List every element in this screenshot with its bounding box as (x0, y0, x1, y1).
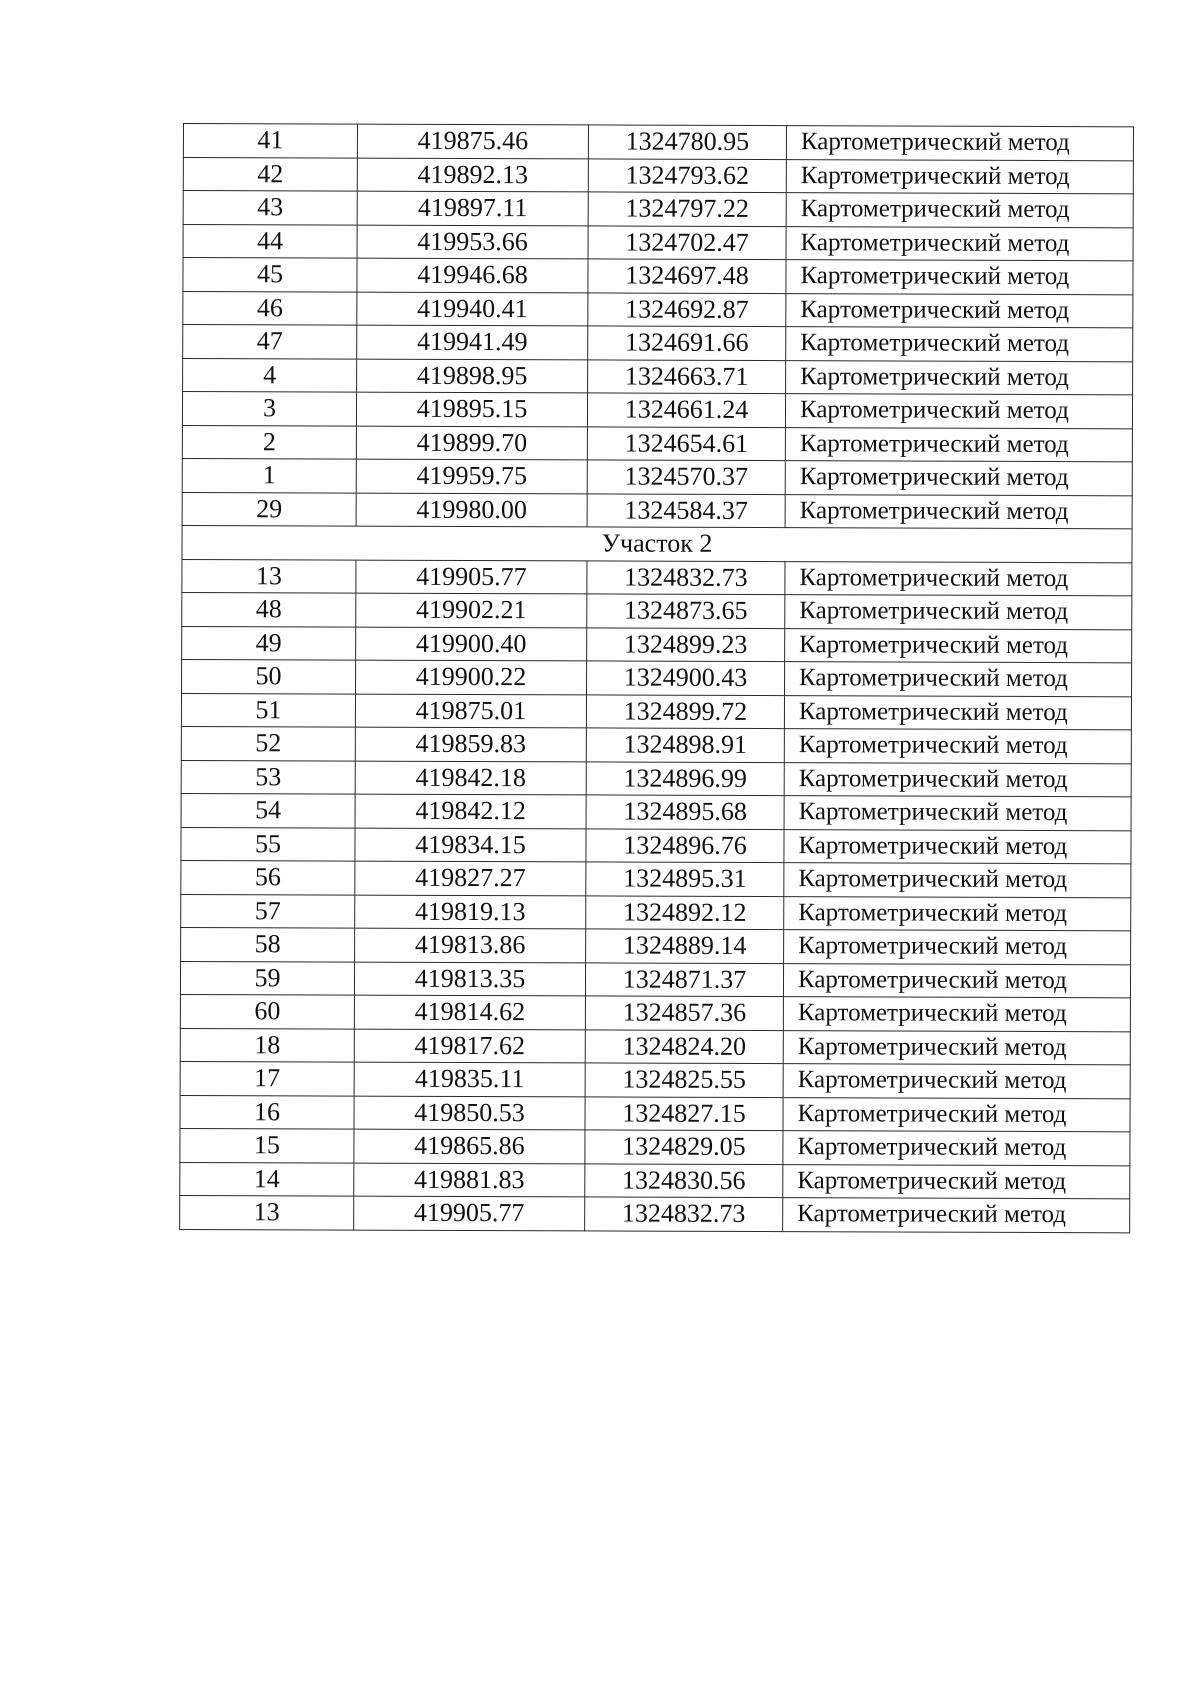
x-coordinate-cell: 419941.49 (357, 325, 588, 359)
table-row (181, 793, 1131, 830)
point-number-cell: 3 (182, 392, 356, 426)
method-cell: Картометрический метод (786, 293, 1133, 328)
point-number-cell: 2 (182, 425, 356, 459)
x-coordinate-cell: 419834.15 (355, 828, 586, 862)
method-cell: Картометрический метод (785, 561, 1132, 596)
x-coordinate-cell: 419813.86 (355, 928, 586, 962)
point-number-cell: 51 (181, 693, 355, 727)
x-coordinate-cell: 419905.77 (356, 560, 587, 594)
x-coordinate-cell: 419875.46 (357, 124, 588, 158)
method-cell: Картометрический метод (785, 628, 1132, 663)
y-coordinate-cell: 1324691.66 (588, 326, 786, 360)
y-coordinate-cell: 1324873.65 (587, 594, 785, 628)
point-number-cell: 4 (183, 358, 357, 392)
point-number-cell: 47 (183, 325, 357, 359)
point-number-cell: 13 (180, 1195, 354, 1229)
table-row (182, 659, 1132, 696)
y-coordinate-cell: 1324570.37 (587, 460, 785, 494)
y-coordinate-cell: 1324898.91 (586, 728, 784, 762)
x-coordinate-cell: 419842.18 (355, 761, 586, 795)
point-number-cell: 58 (181, 927, 355, 961)
table-row (183, 157, 1133, 194)
method-cell: Картометрический метод (783, 997, 1130, 1032)
x-coordinate-cell: 419892.13 (357, 158, 588, 192)
point-number-cell: 14 (180, 1162, 354, 1196)
y-coordinate-cell: 1324702.47 (588, 225, 786, 259)
method-cell: Картометрический метод (785, 427, 1132, 462)
x-coordinate-cell: 419897.11 (357, 191, 588, 225)
table-row (181, 693, 1131, 730)
table-row (183, 258, 1133, 295)
point-number-cell: 18 (180, 1028, 354, 1062)
method-cell: Картометрический метод (785, 595, 1132, 630)
table-row (183, 224, 1133, 261)
method-cell: Картометрический метод (784, 695, 1131, 730)
y-coordinate-cell: 1324892.12 (586, 895, 784, 929)
method-cell: Картометрический метод (786, 193, 1133, 228)
x-coordinate-cell: 419899.70 (356, 426, 587, 460)
table-row (182, 626, 1132, 663)
point-number-cell: 16 (180, 1095, 354, 1129)
x-coordinate-cell: 419881.83 (354, 1163, 585, 1197)
x-coordinate-cell: 419900.22 (356, 660, 587, 694)
x-coordinate-cell: 419946.68 (357, 258, 588, 292)
y-coordinate-cell: 1324895.68 (586, 795, 784, 829)
coordinates-table (179, 123, 1134, 1233)
method-cell: Картометрический метод (783, 1164, 1130, 1199)
table-row (180, 1095, 1130, 1132)
y-coordinate-cell: 1324827.15 (585, 1096, 783, 1130)
table-row (183, 325, 1133, 362)
point-number-cell: 57 (181, 894, 355, 928)
method-cell: Картометрический метод (786, 226, 1133, 261)
y-coordinate-cell: 1324871.37 (585, 962, 783, 996)
y-coordinate-cell: 1324697.48 (588, 259, 786, 293)
y-coordinate-cell: 1324895.31 (586, 862, 784, 896)
method-cell: Картометрический метод (783, 1198, 1130, 1233)
table-row (183, 124, 1133, 161)
point-number-cell: 59 (180, 961, 354, 995)
table-row (181, 827, 1131, 864)
table-row (181, 927, 1131, 964)
x-coordinate-cell: 419865.86 (354, 1129, 585, 1163)
table-row (182, 559, 1132, 596)
x-coordinate-cell: 419842.12 (355, 794, 586, 828)
y-coordinate-cell: 1324829.05 (585, 1130, 783, 1164)
point-number-cell: 29 (182, 492, 356, 526)
coordinates-table-body (180, 124, 1134, 1233)
method-cell: Картометрический метод (783, 1097, 1130, 1132)
method-cell: Картометрический метод (785, 662, 1132, 697)
y-coordinate-cell: 1324899.23 (587, 627, 785, 661)
y-coordinate-cell: 1324654.61 (587, 426, 785, 460)
y-coordinate-cell: 1324824.20 (585, 1029, 783, 1063)
point-number-cell: 42 (183, 157, 357, 191)
x-coordinate-cell: 419900.40 (356, 627, 587, 661)
x-coordinate-cell: 419859.83 (355, 727, 586, 761)
table-row (182, 458, 1132, 495)
table-row (181, 860, 1131, 897)
table-row (182, 492, 1132, 529)
x-coordinate-cell: 419875.01 (355, 694, 586, 728)
table-row (181, 726, 1131, 763)
x-coordinate-cell: 419898.95 (357, 359, 588, 393)
x-coordinate-cell: 419953.66 (357, 225, 588, 259)
x-coordinate-cell: 419827.27 (355, 861, 586, 895)
point-number-cell: 1 (182, 458, 356, 492)
point-number-cell: 52 (181, 726, 355, 760)
x-coordinate-cell: 419959.75 (356, 459, 587, 493)
table-row (180, 1061, 1130, 1098)
method-cell: Картометрический метод (784, 896, 1131, 931)
method-cell: Картометрический метод (783, 963, 1130, 998)
table-row (180, 994, 1130, 1031)
point-number-cell: 49 (182, 626, 356, 660)
point-number-cell: 13 (182, 559, 356, 593)
y-coordinate-cell: 1324857.36 (585, 996, 783, 1030)
point-number-cell: 43 (183, 191, 357, 225)
point-number-cell: 44 (183, 224, 357, 258)
x-coordinate-cell: 419940.41 (357, 292, 588, 326)
x-coordinate-cell: 419817.62 (354, 1029, 585, 1063)
method-cell: Картометрический метод (784, 863, 1131, 898)
y-coordinate-cell: 1324661.24 (587, 393, 785, 427)
y-coordinate-cell: 1324797.22 (588, 192, 786, 226)
y-coordinate-cell: 1324780.95 (588, 125, 786, 159)
y-coordinate-cell: 1324889.14 (586, 929, 784, 963)
method-cell: Картометрический метод (786, 159, 1133, 194)
table-row (182, 425, 1132, 462)
method-cell: Картометрический метод (783, 1131, 1130, 1166)
table-row (180, 1195, 1130, 1232)
method-cell: Картометрический метод (784, 829, 1131, 864)
section-title: Участок 2 (182, 525, 1132, 562)
table-row (183, 191, 1133, 228)
table-row (183, 358, 1133, 395)
x-coordinate-cell: 419814.62 (354, 995, 585, 1029)
method-cell: Картометрический метод (785, 394, 1132, 429)
table-row (180, 1028, 1130, 1065)
y-coordinate-cell: 1324900.43 (587, 661, 785, 695)
method-cell: Картометрический метод (784, 762, 1131, 797)
y-coordinate-cell: 1324896.99 (586, 761, 784, 795)
table-row (180, 1162, 1130, 1199)
method-cell: Картометрический метод (784, 930, 1131, 965)
table-row (180, 1128, 1130, 1165)
x-coordinate-cell: 419895.15 (356, 392, 587, 426)
y-coordinate-cell: 1324793.62 (588, 158, 786, 192)
y-coordinate-cell: 1324899.72 (586, 694, 784, 728)
y-coordinate-cell: 1324832.73 (587, 560, 785, 594)
method-cell: Картометрический метод (786, 126, 1133, 161)
method-cell: Картометрический метод (785, 494, 1132, 529)
y-coordinate-cell: 1324663.71 (588, 359, 786, 393)
y-coordinate-cell: 1324832.73 (585, 1197, 783, 1231)
table-row (182, 392, 1132, 429)
x-coordinate-cell: 419813.35 (354, 962, 585, 996)
method-cell: Картометрический метод (785, 461, 1132, 496)
point-number-cell: 50 (182, 659, 356, 693)
y-coordinate-cell: 1324584.37 (587, 493, 785, 527)
point-number-cell: 41 (183, 124, 357, 158)
point-number-cell: 53 (181, 760, 355, 794)
table-row (182, 592, 1132, 629)
y-coordinate-cell: 1324830.56 (585, 1163, 783, 1197)
y-coordinate-cell: 1324692.87 (588, 292, 786, 326)
method-cell: Картометрический метод (784, 796, 1131, 831)
method-cell: Картометрический метод (784, 729, 1131, 764)
x-coordinate-cell: 419819.13 (355, 895, 586, 929)
method-cell: Картометрический метод (783, 1030, 1130, 1065)
point-number-cell: 46 (183, 291, 357, 325)
method-cell: Картометрический метод (786, 360, 1133, 395)
method-cell: Картометрический метод (786, 327, 1133, 362)
x-coordinate-cell: 419905.77 (354, 1196, 585, 1230)
point-number-cell: 60 (180, 994, 354, 1028)
method-cell: Картометрический метод (786, 260, 1133, 295)
method-cell: Картометрический метод (783, 1064, 1130, 1099)
x-coordinate-cell: 419850.53 (354, 1096, 585, 1130)
table-row (180, 961, 1130, 998)
point-number-cell: 55 (181, 827, 355, 861)
point-number-cell: 17 (180, 1061, 354, 1095)
x-coordinate-cell: 419902.21 (356, 593, 587, 627)
y-coordinate-cell: 1324896.76 (586, 828, 784, 862)
x-coordinate-cell: 419835.11 (354, 1062, 585, 1096)
table-row (183, 291, 1133, 328)
point-number-cell: 48 (182, 592, 356, 626)
point-number-cell: 15 (180, 1128, 354, 1162)
point-number-cell: 45 (183, 258, 357, 292)
table-row (181, 894, 1131, 931)
table-row (181, 760, 1131, 797)
y-coordinate-cell: 1324825.55 (585, 1063, 783, 1097)
point-number-cell: 54 (181, 793, 355, 827)
point-number-cell: 56 (181, 860, 355, 894)
section-header-row (182, 525, 1132, 562)
x-coordinate-cell: 419980.00 (356, 493, 587, 527)
